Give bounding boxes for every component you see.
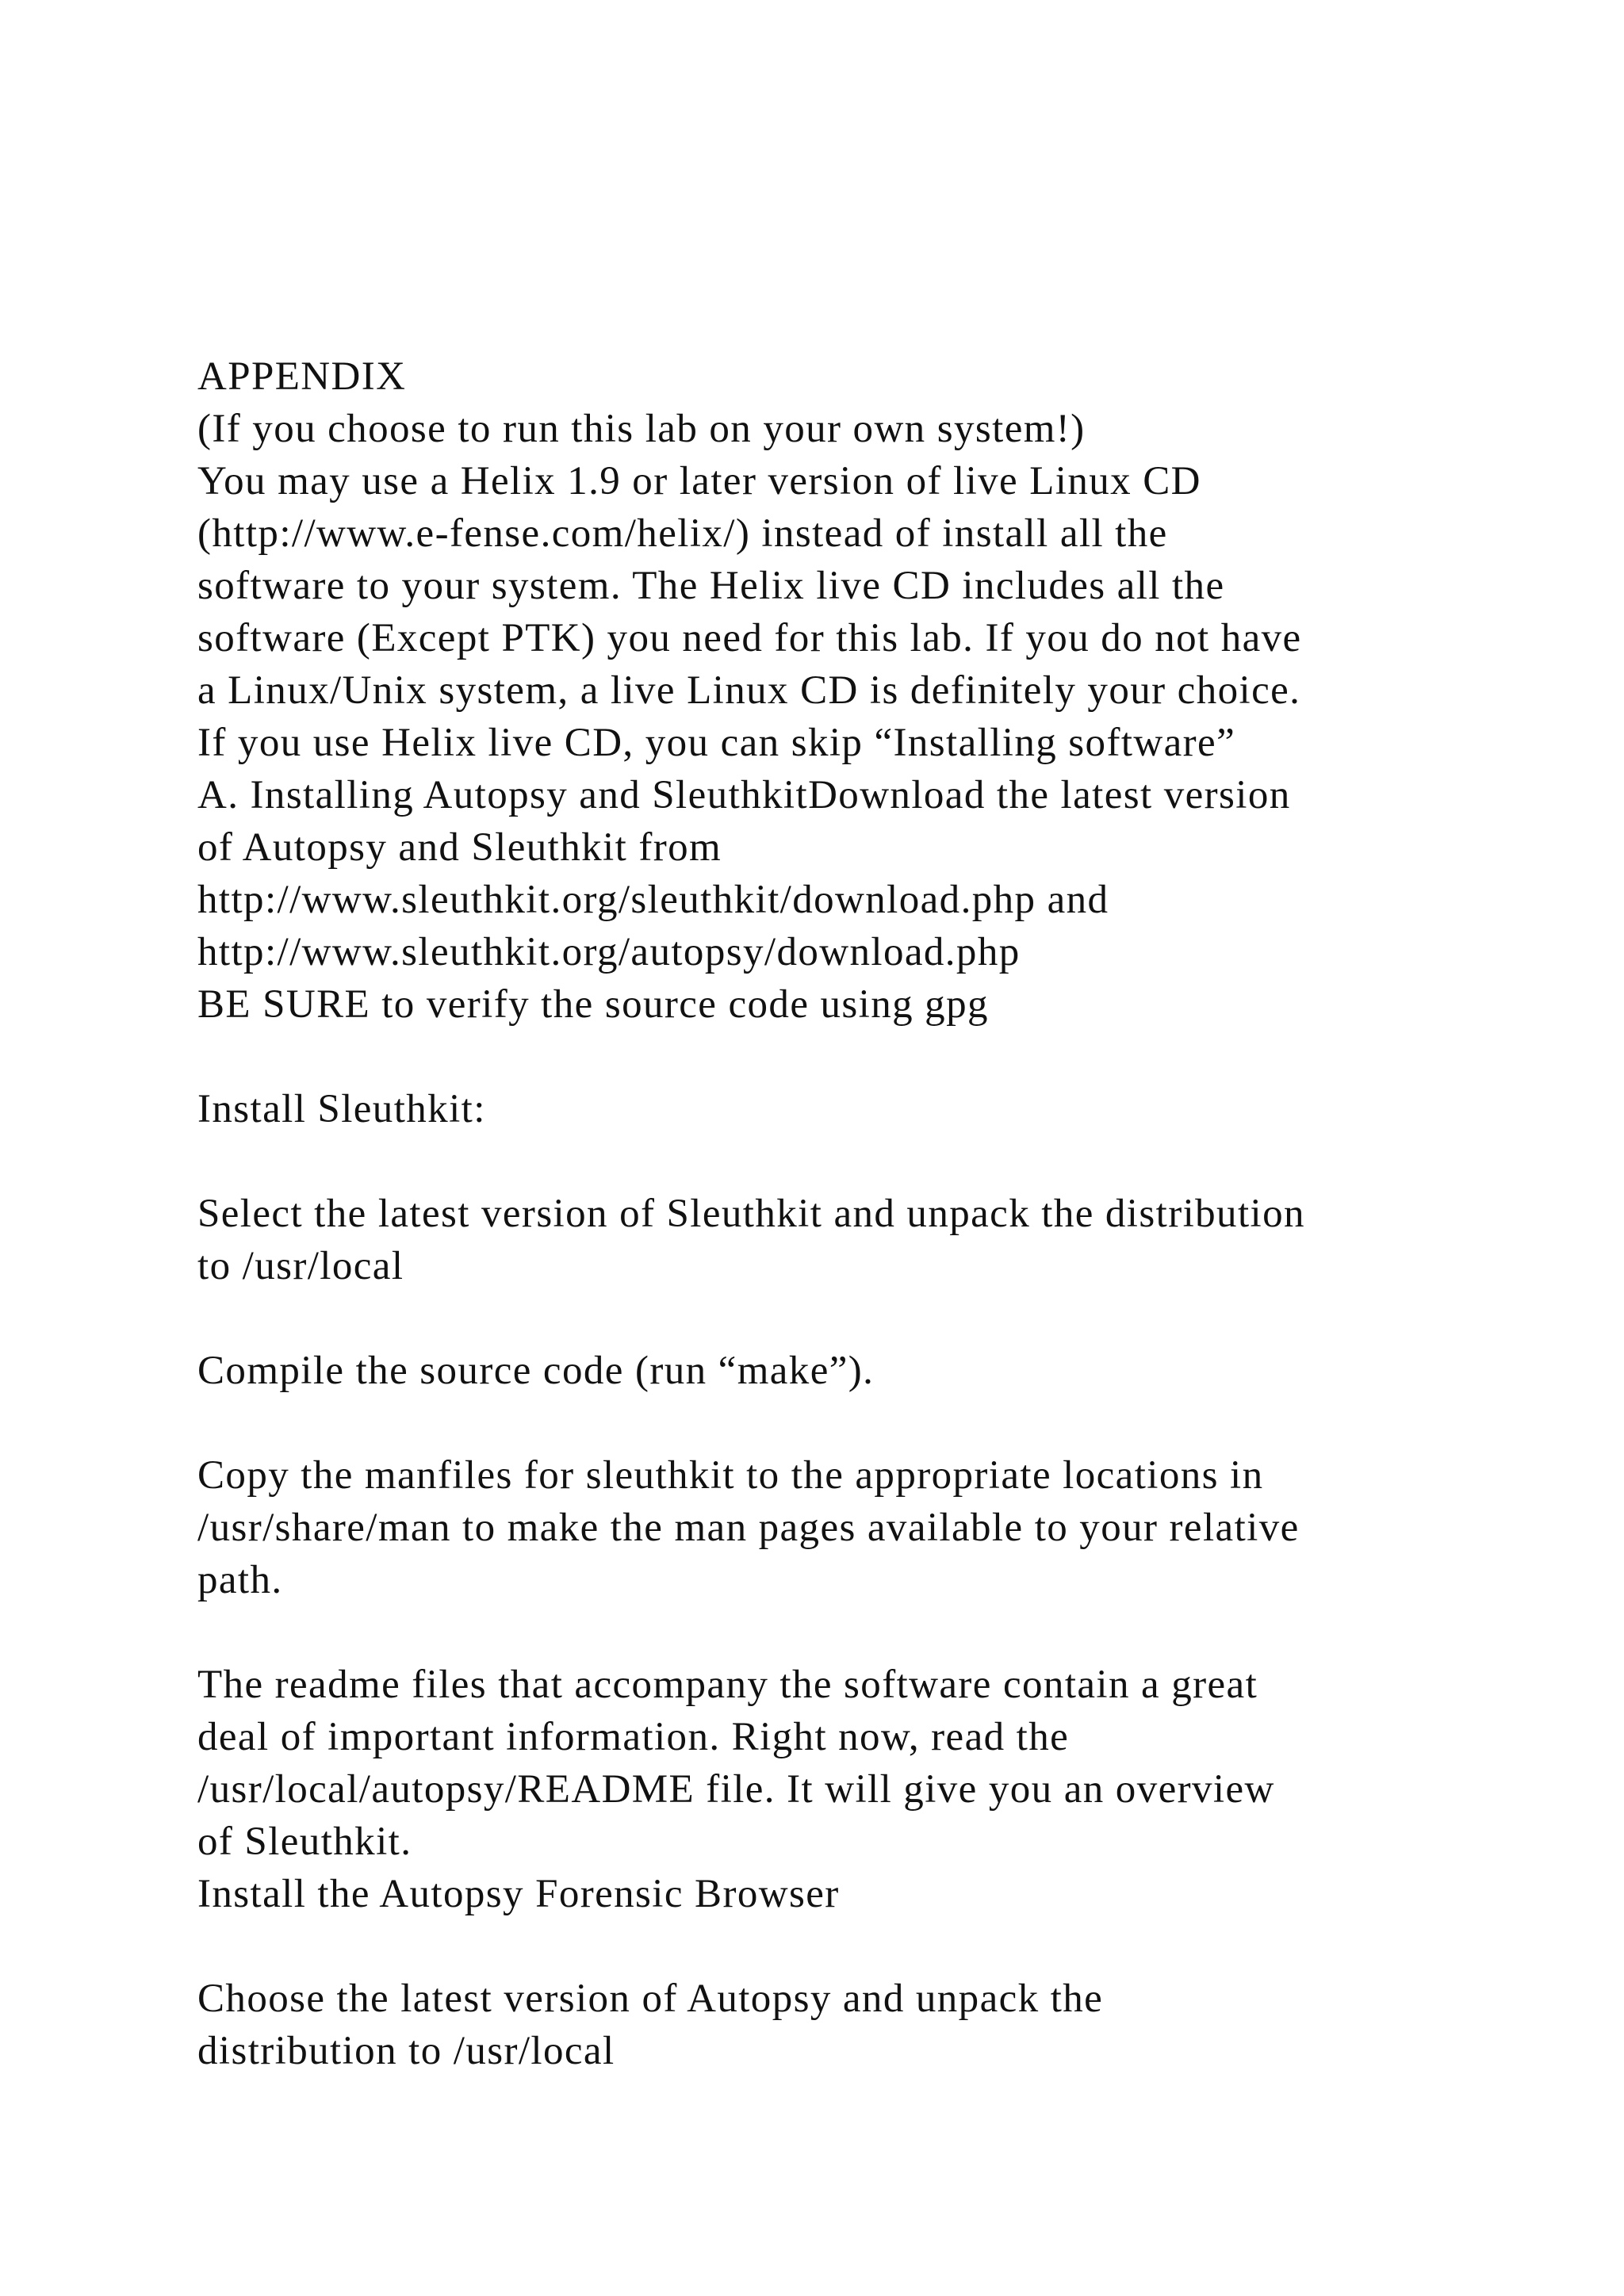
blank-line: [197, 1031, 1561, 1083]
text-line: distribution to /usr/local: [197, 2029, 615, 2073]
text-line: Install Sleuthkit:: [197, 1087, 486, 1131]
heading-appendix: APPENDIX: [197, 354, 407, 399]
text-line: a Linux/Unix system, a live Linux CD is definitely your choice.: [197, 668, 1301, 713]
document-body: [197, 350, 1561, 2077]
text-line: The readme files that accompany the software contain a great: [197, 1663, 1258, 1707]
text-line: Install the Autopsy Forensic Browser: [197, 1872, 840, 1916]
text-line: You may use a Helix 1.9 or later version of live Linux CD: [197, 459, 1201, 503]
blank-line: [197, 1397, 1561, 1449]
text-line: software (Except PTK) you need for this lab. If you do not have: [197, 616, 1302, 660]
blank-line: [197, 1920, 1561, 1973]
text-line: (If you choose to run this lab on your own system!): [197, 407, 1086, 451]
text-line: software to your system. The Helix live CD includes all the: [197, 564, 1225, 608]
text-line: Select the latest version of Sleuthkit and unpack the distribution: [197, 1192, 1305, 1236]
text-line: http://www.sleuthkit.org/autopsy/download.php: [197, 930, 1021, 974]
text-line: BE SURE to verify the source code using gpg: [197, 982, 989, 1027]
text-line: to /usr/local: [197, 1244, 404, 1288]
text-line: http://www.sleuthkit.org/sleuthkit/download.php and: [197, 878, 1109, 922]
text-line: /usr/local/autopsy/README file. It will give you an overview: [197, 1767, 1275, 1812]
blank-line: [197, 1135, 1561, 1188]
text-line: (http://www.e-fense.com/helix/) instead of install all the: [197, 511, 1168, 556]
text-line: of Sleuthkit.: [197, 1820, 412, 1864]
text-line: deal of important information. Right now, read the: [197, 1715, 1070, 1759]
text-line: Choose the latest version of Autopsy and unpack the: [197, 1976, 1104, 2021]
text-line: If you use Helix live CD, you can skip “Installing software”: [197, 721, 1236, 765]
text-line: path.: [197, 1558, 283, 1602]
text-line: Compile the source code (run “make”).: [197, 1349, 875, 1393]
text-line: of Autopsy and Sleuthkit from: [197, 825, 722, 870]
blank-line: [197, 1292, 1561, 1345]
text-line: Copy the manfiles for sleuthkit to the appropriate locations in: [197, 1453, 1264, 1498]
blank-line: [197, 1606, 1561, 1659]
text-line: /usr/share/man to make the man pages available to your relative: [197, 1506, 1300, 1550]
text-line: A. Installing Autopsy and SleuthkitDownload the latest version: [197, 773, 1291, 817]
